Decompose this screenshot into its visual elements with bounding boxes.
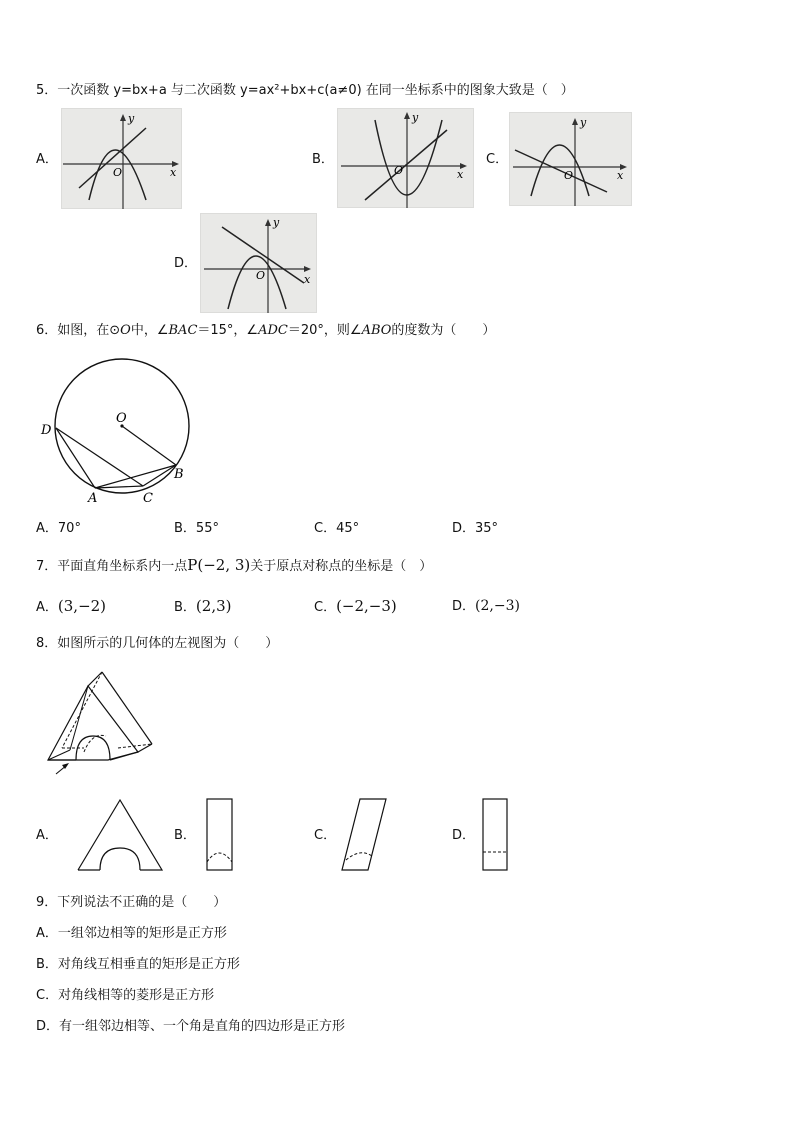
q5-option-b-graph[interactable]: [337, 108, 474, 208]
q6-angle-bac: BAC: [168, 323, 198, 338]
q5-option-c-label[interactable]: C．: [486, 152, 509, 167]
q7-option-b-value: (2,3): [195, 597, 232, 615]
q6-angle-adc: ADC: [258, 323, 288, 338]
q5c-origin-label: O: [564, 169, 574, 182]
q6-option-a-label: A．: [36, 521, 58, 536]
q7-option-d-value: (2,−3): [475, 598, 520, 614]
q8-option-d-figure[interactable]: [481, 798, 509, 872]
q5b-x-label: x: [457, 168, 464, 181]
q9-option-d[interactable]: [36, 1019, 345, 1035]
q5d-x-label: x: [304, 273, 311, 286]
q9-option-c-text: 对角线相等的菱形是正方形: [58, 988, 215, 1003]
q8-option-a-label[interactable]: A．: [36, 828, 58, 843]
q8-option-c-figure[interactable]: [340, 798, 388, 872]
q9-option-a-label: A．: [36, 926, 58, 941]
q6-label-d: D: [41, 423, 52, 438]
q9-option-a[interactable]: [36, 926, 227, 942]
q7-option-b-label: B．: [174, 600, 196, 615]
q6-circle-name: O: [120, 323, 131, 338]
q5-option-d-label[interactable]: D．: [174, 256, 198, 271]
q5-option-a-graph[interactable]: [61, 108, 182, 209]
q8-option-c-label[interactable]: C．: [314, 828, 337, 843]
q8-option-a-figure[interactable]: [76, 796, 164, 872]
q6-option-d[interactable]: [452, 521, 498, 537]
q6-circle-figure: [36, 350, 196, 510]
q6-stem-suffix: 的度数为（ ）: [391, 323, 496, 338]
q6-option-c[interactable]: [314, 521, 359, 537]
q8-option-d-label[interactable]: D．: [452, 828, 476, 843]
q7-option-a[interactable]: [36, 598, 106, 616]
q7-option-c-value: (−2,−3): [336, 597, 397, 615]
q7-option-c-label: C．: [314, 600, 337, 615]
q5-option-b-label[interactable]: B．: [312, 152, 334, 167]
q7-option-a-value: (3,−2): [57, 597, 107, 615]
q7-option-c[interactable]: [314, 598, 397, 616]
q6-stem-mid1: 中，∠: [130, 323, 169, 338]
q7-option-d-label: D．: [452, 599, 476, 614]
q7-option-a-label: A．: [36, 600, 58, 615]
q5a-x-label: x: [170, 166, 177, 179]
q6-label-b: B: [174, 467, 184, 482]
q6-option-d-value: 35°: [475, 521, 499, 536]
q7-point: P(−2, 3): [187, 556, 251, 574]
q5c-x-label: x: [617, 169, 624, 182]
q6-option-b-label: B．: [174, 521, 196, 536]
q9-option-b-text: 对角线互相垂直的矩形是正方形: [57, 957, 240, 972]
q5b-origin-label: O: [394, 164, 404, 177]
q9-option-a-text: 一组邻边相等的矩形是正方形: [57, 926, 227, 941]
q6-option-b[interactable]: [174, 521, 219, 537]
q6-stem-mid2: ＝15°，∠: [197, 323, 259, 338]
q5d-y-label: y: [273, 216, 280, 229]
q6-label-o: O: [116, 411, 127, 426]
q8-option-b-figure[interactable]: [205, 798, 235, 872]
q9-stem: 9．下列说法不正确的是（ ）: [36, 895, 227, 910]
q6-stem-mid3: ＝20°，则∠: [287, 323, 362, 338]
q5d-origin-label: O: [256, 269, 266, 282]
q6-label-a: A: [88, 491, 98, 506]
q5a-origin-label: O: [113, 166, 123, 179]
q5-option-d-graph[interactable]: [200, 213, 317, 313]
q6-stem-prefix: 6．如图，在⊙: [36, 323, 121, 338]
q5-option-c-graph[interactable]: [509, 112, 632, 206]
q5-option-a-label[interactable]: A．: [36, 152, 58, 167]
q9-option-c[interactable]: [36, 988, 214, 1004]
q7-stem-prefix: 7．平面直角坐标系内一点: [36, 559, 188, 574]
q6-option-d-label: D．: [452, 521, 476, 536]
q5c-y-label: y: [580, 116, 587, 129]
q8-solid-figure: [40, 668, 160, 778]
q9-option-c-label: C．: [36, 988, 59, 1003]
q7-stem: [36, 557, 432, 575]
q7-option-d[interactable]: [452, 598, 520, 615]
q7-stem-suffix: 关于原点对称点的坐标是（ ）: [250, 559, 433, 574]
q9-option-b-label: B．: [36, 957, 58, 972]
q9-option-d-text: 有一组邻边相等、一个角是直角的四边形是正方形: [59, 1019, 346, 1034]
q7-option-b[interactable]: [174, 598, 231, 616]
q6-option-a-value: 70°: [57, 521, 81, 536]
q5b-y-label: y: [412, 111, 419, 124]
q6-option-a[interactable]: [36, 521, 81, 537]
q8-option-b-label[interactable]: B．: [174, 828, 196, 843]
q6-option-b-value: 55°: [195, 521, 219, 536]
q8-stem: 8．如图所示的几何体的左视图为（ ）: [36, 636, 279, 651]
q6-label-c: C: [143, 491, 153, 506]
q6-option-c-label: C．: [314, 521, 337, 536]
q5a-y-label: y: [128, 112, 135, 125]
q5-stem: 5．一次函数 y=bx+a 与二次函数 y=ax²+bx+c(a≠0) 在同一坐标系中的图象大致是（ ）: [36, 83, 574, 98]
q9-option-b[interactable]: [36, 957, 240, 973]
q6-stem: [36, 323, 495, 339]
q6-option-c-value: 45°: [336, 521, 360, 536]
q9-option-d-label: D．: [36, 1019, 60, 1034]
q6-angle-abo: ABO: [361, 323, 392, 338]
